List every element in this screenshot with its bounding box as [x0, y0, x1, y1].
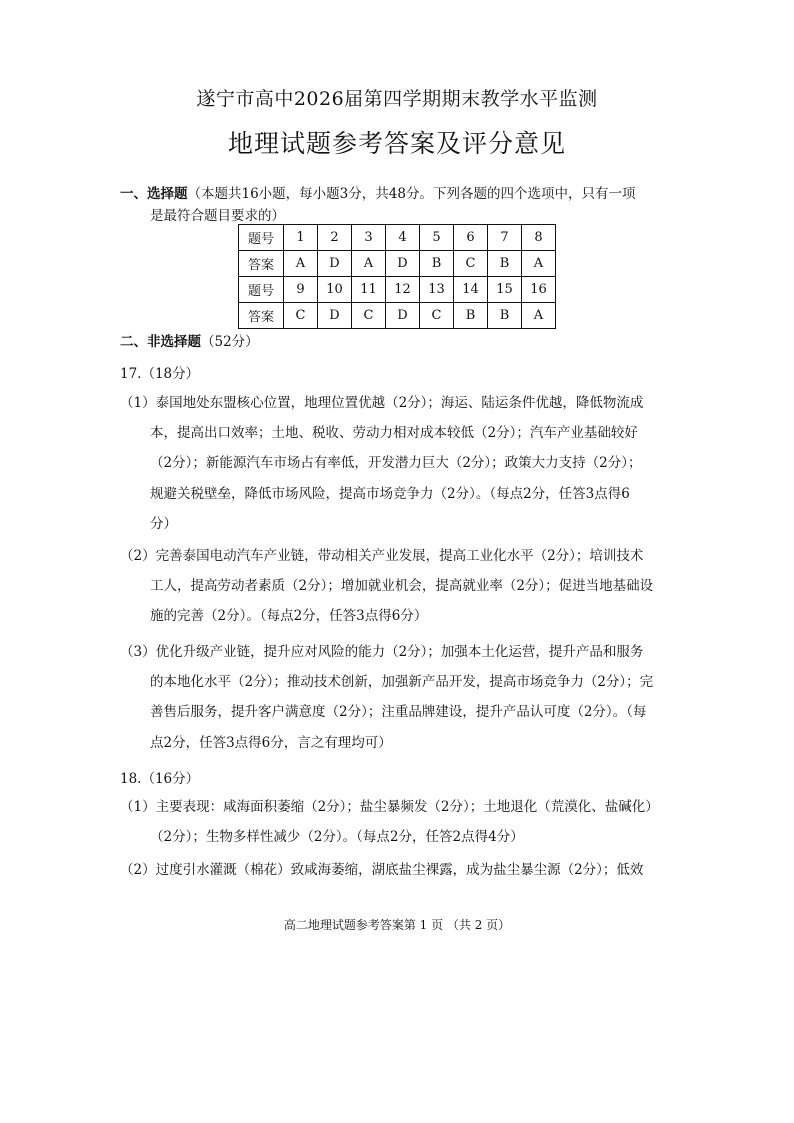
answer-cell: A	[522, 303, 556, 329]
answer-cell: C	[284, 303, 318, 329]
answer-cell: D	[318, 251, 352, 277]
question-number: 6	[454, 225, 488, 251]
q17-part2-line: 工人，提高劳动者素质（2分）；增加就业机会，提高就业率（2分）；促进当地基础设	[150, 578, 654, 595]
q18-part1-line: （1）主要表现：咸海面积萎缩（2分）；盐尘暴频发（2分）；土地退化（荒漠化、盐碱化）	[120, 799, 659, 815]
q17-part2-line: 施的完善（2分）。（每点2分，任答3点得6分）	[150, 608, 428, 625]
question-number: 15	[488, 277, 522, 303]
table-row	[239, 251, 556, 277]
q17-part3-line: （3）优化升级产业链，提升应对风险的能力（2分）；加强本土化运营，提升产品和服务	[120, 644, 644, 660]
section-1-desc-line1: （本题共16小题，每小题3分，共48分。下列各题的四个选项中，只有一项	[187, 186, 636, 202]
table-row	[239, 303, 556, 329]
question-number: 5	[420, 225, 454, 251]
exam-title: 遂宁市高中2026届第四学期期末教学水平监测	[196, 88, 598, 110]
q17-part1	[120, 388, 680, 539]
q17-part1-line: （1）泰国地处东盟核心位置，地理位置优越（2分）；海运、陆运条件优越，降低物流成	[120, 395, 644, 411]
answer-cell: C	[454, 251, 488, 277]
question-17-label: 17.（18分）	[120, 366, 200, 382]
question-number-label: 题号	[239, 225, 284, 251]
question-number: 8	[522, 225, 556, 251]
question-number: 14	[454, 277, 488, 303]
answer-cell: A	[522, 251, 556, 277]
answer-cell: B	[488, 303, 522, 329]
q17-part2-line: （2）完善泰国电动汽车产业链，带动相关产业发展，提高工业化水平（2分）；培训技术	[120, 548, 644, 564]
question-number: 13	[420, 277, 454, 303]
question-number: 10	[318, 277, 352, 303]
question-18-label: 18.（16分）	[120, 771, 200, 787]
q17-part2	[120, 541, 680, 632]
q17-part3-line: 善售后服务，提升客户满意度（2分）；注重品牌建设，提升产品认可度（2分）。（每	[150, 704, 647, 721]
q17-part3-line: 的本地化水平（2分）；推动技术创新，加强新产品开发，提高市场竞争力（2分）；完	[150, 674, 654, 691]
question-number: 1	[284, 225, 318, 251]
answer-cell: D	[386, 251, 420, 277]
answer-cell: A	[352, 251, 386, 277]
q17-part1-line: 本，提高出口效率；土地、税收、劳动力相对成本较低（2分）；汽车产业基础较好	[150, 425, 638, 442]
answer-cell: B	[488, 251, 522, 277]
answer-cell: D	[318, 303, 352, 329]
q17-part3-line: 点2分，任答3点得6分，言之有理均可）	[150, 734, 392, 751]
section-1-intro	[120, 183, 680, 227]
q18-part1-line: （2分）；生物多样性减少（2分）。（每点2分，任答2点得4分）	[150, 829, 524, 846]
answer-cell: B	[420, 251, 454, 277]
q17-part1-line: （2分）；新能源汽车市场占有率低，开发潜力巨大（2分）；政策大力支持（2分）；	[150, 455, 642, 472]
answer-label: 答案	[239, 251, 284, 277]
answer-cell: B	[454, 303, 488, 329]
section-1-desc-line2: 是最符合题目要求的）	[150, 208, 285, 224]
section-1-heading: 一、选择题	[120, 186, 188, 202]
question-number: 11	[352, 277, 386, 303]
q17-part1-line: 规避关税壁垒，降低市场风险，提高市场竞争力（2分）。（每点2分，任答3点得6	[150, 485, 630, 502]
answer-cell: A	[284, 251, 318, 277]
question-number: 7	[488, 225, 522, 251]
question-number: 12	[386, 277, 420, 303]
table-row	[239, 277, 556, 303]
answer-label: 答案	[239, 303, 284, 329]
page-footer: 高二地理试题参考答案第 1 页 （共 2 页）	[283, 918, 511, 932]
question-number: 9	[284, 277, 318, 303]
q18-part1	[120, 792, 680, 852]
section-2-heading: 二、非选择题	[120, 334, 201, 350]
q17-part1-line: 分）	[150, 515, 177, 532]
q17-part3	[120, 637, 680, 758]
section-2-score: （52分）	[201, 334, 259, 350]
question-number-label: 题号	[239, 277, 284, 303]
answer-cell: C	[352, 303, 386, 329]
q18-part2-line: （2）过度引水灌溉（棉花）致咸海萎缩，湖底盐尘裸露，成为盐尘暴尘源（2分）；低效	[120, 862, 644, 878]
answer-cell: C	[420, 303, 454, 329]
table-row	[239, 225, 556, 251]
answer-cell: D	[386, 303, 420, 329]
question-number: 4	[386, 225, 420, 251]
section-2-header	[120, 330, 259, 350]
question-number: 3	[352, 225, 386, 251]
question-number: 16	[522, 277, 556, 303]
q18-part2	[120, 855, 680, 885]
document-subtitle: 地理试题参考答案及评分意见	[227, 129, 566, 158]
question-number: 2	[318, 225, 352, 251]
answer-table	[238, 224, 556, 329]
